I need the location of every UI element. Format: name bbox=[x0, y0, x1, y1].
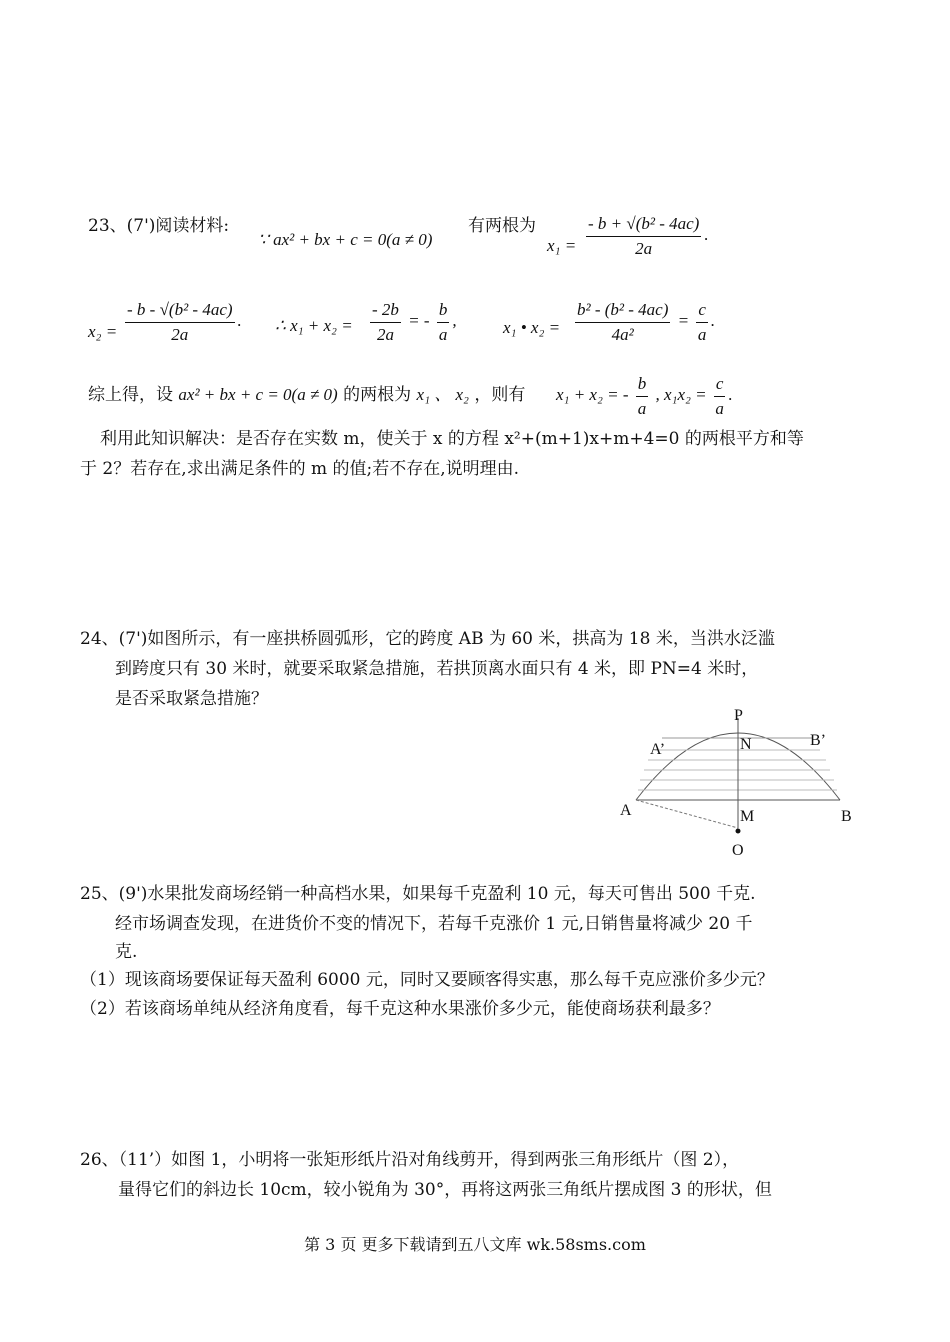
q23-summary-then: ，则有 bbox=[474, 385, 526, 405]
q23-prod-denominator-2: a bbox=[697, 324, 707, 344]
label-m: M bbox=[740, 808, 755, 825]
q23-task-line2: 于 2？若存在,求出满足条件的 m 的值;若不存在,说明理由. bbox=[80, 459, 520, 479]
q23-intro: 23、(7')阅读材料: bbox=[88, 216, 230, 236]
label-a-prime: A’ bbox=[650, 741, 666, 758]
q23-summary bbox=[88, 386, 525, 404]
q23-summary-a1: a bbox=[637, 398, 647, 418]
q23-summary-prod: , x₁x₂ = bbox=[655, 384, 707, 404]
q23-prod-numerator: b² - (b² - 4ac) bbox=[575, 300, 670, 323]
q25-line2: 经市场调查发现，在进货价不变的情况下，若每千克涨价 1 元,日销售量将减少 20 千 bbox=[115, 914, 753, 934]
q23-summary-equation: ax² + bx + c = 0(a ≠ 0) bbox=[178, 385, 338, 404]
q23-x1-denominator: 2a bbox=[635, 238, 653, 258]
q23-prod-fraction: $\frac{\text{b² - (b² - 4ac)}}{\text{4a²}}$ = $\frac{c}{a}$ . bbox=[577, 300, 716, 344]
label-b-prime: B’ bbox=[810, 732, 826, 749]
q23-sum-numerator: - 2b bbox=[370, 300, 401, 323]
q23-summary-a2: a bbox=[715, 398, 724, 418]
q23-summary-roots: x₁ 、 x₂ bbox=[416, 385, 469, 404]
q25-line3: 克. bbox=[115, 942, 138, 962]
q23-summary-c: c bbox=[714, 374, 726, 397]
q23-x1-fraction: $\frac{\text{- b + √(b² - 4ac)}}{2a}$ . bbox=[588, 214, 709, 258]
q23-sum-fraction: $\frac{- 2b}{2a}$ = - $\frac{b}{a}$ , bbox=[372, 300, 457, 344]
q23-summary-sum: x₁ + x₂ = - bbox=[556, 384, 629, 404]
q23-x2-denominator: 2a bbox=[171, 324, 189, 344]
q23-prod-numerator-2: c bbox=[696, 300, 708, 323]
q23-sum-denominator-2: a bbox=[438, 324, 448, 344]
q24-line1: 24、(7')如图所示，有一座拱桥圆弧形，它的跨度 AB 为 60 米，拱高为 18 米，当洪水泛滥 bbox=[80, 629, 775, 649]
q23-has-roots: 有两根为 bbox=[468, 216, 536, 236]
q23-x1-numerator: - b + √(b² - 4ac) bbox=[586, 214, 701, 237]
q23-task-line1: 利用此知识解决：是否存在实数 m，使关于 x 的方程 x²+(m+1)x+m+4=0 的两根平方和等 bbox=[100, 429, 804, 449]
q26-line1: 26、（11’）如图 1，小明将一张矩形纸片沿对角线剪开，得到两张三角形纸片（图 2）， bbox=[80, 1150, 740, 1170]
q24-line3: 是否采取紧急措施？ bbox=[115, 689, 268, 709]
q23-x2-lhs: x₂ = bbox=[88, 322, 118, 341]
q23-prod-lhs: x₁ • x₂ = bbox=[503, 318, 561, 337]
label-b: B bbox=[841, 808, 852, 825]
line-ao bbox=[636, 800, 738, 828]
q23-summary-formulas: x₁ + x₂ = - $\frac{b}{a}$ , x₁x₂ = $\frac{c}{a}$ . bbox=[556, 374, 733, 418]
q23-summary-mid: 的两根为 bbox=[343, 385, 412, 405]
q23-given-equation: ∵ ax² + bx + c = 0(a ≠ 0) bbox=[258, 230, 433, 249]
q23-summary-b: b bbox=[636, 374, 649, 397]
q23-sum-equals: = - bbox=[408, 310, 430, 330]
q23-prod-denominator: 4a² bbox=[611, 324, 634, 344]
q24-line2: 到跨度只有 30 米时，就要采取紧急措施，若拱顶离水面只有 4 米，即 PN=4 米时， bbox=[115, 659, 759, 679]
q23-sum-denominator: 2a bbox=[376, 324, 394, 344]
q25-sub2: （2）若该商场单纯从经济角度看，每千克这种水果涨价多少元，能使商场获利最多？ bbox=[80, 999, 720, 1019]
q23-summary-pre: 综上得，设 bbox=[88, 385, 173, 405]
label-n: N bbox=[740, 736, 752, 753]
q23-x2-fraction: $\frac{\text{- b - √(b² - 4ac)}}{2a}$ . bbox=[127, 300, 242, 344]
q23-sum-numerator-2: b bbox=[437, 300, 450, 323]
q26-line2: 量得它们的斜边长 10cm，较小锐角为 30°，再将这两张三角纸片摆成图 3 的形状，但 bbox=[118, 1180, 772, 1200]
q23-sum-lhs: ∴ x₁ + x₂ = bbox=[275, 316, 353, 335]
page-footer: 第 3 页 更多下载请到五八文库 wk.58sms.com bbox=[304, 1235, 646, 1254]
q23-x1-lhs: x₁ = bbox=[547, 236, 577, 255]
label-o: O bbox=[732, 842, 744, 859]
q23-x2-numerator: - b - √(b² - 4ac) bbox=[125, 300, 235, 323]
label-a: A bbox=[620, 802, 632, 819]
center-point-o bbox=[736, 829, 741, 834]
label-p: P bbox=[734, 707, 743, 724]
q25-line1: 25、(9')水果批发商场经销一种高档水果，如果每千克盈利 10 元，每天可售出 500 千克. bbox=[80, 884, 756, 904]
q25-sub1: （1）现该商场要保证每天盈利 6000 元，同时又要顾客得实惠，那么每千克应涨价多少元？ bbox=[80, 970, 774, 990]
